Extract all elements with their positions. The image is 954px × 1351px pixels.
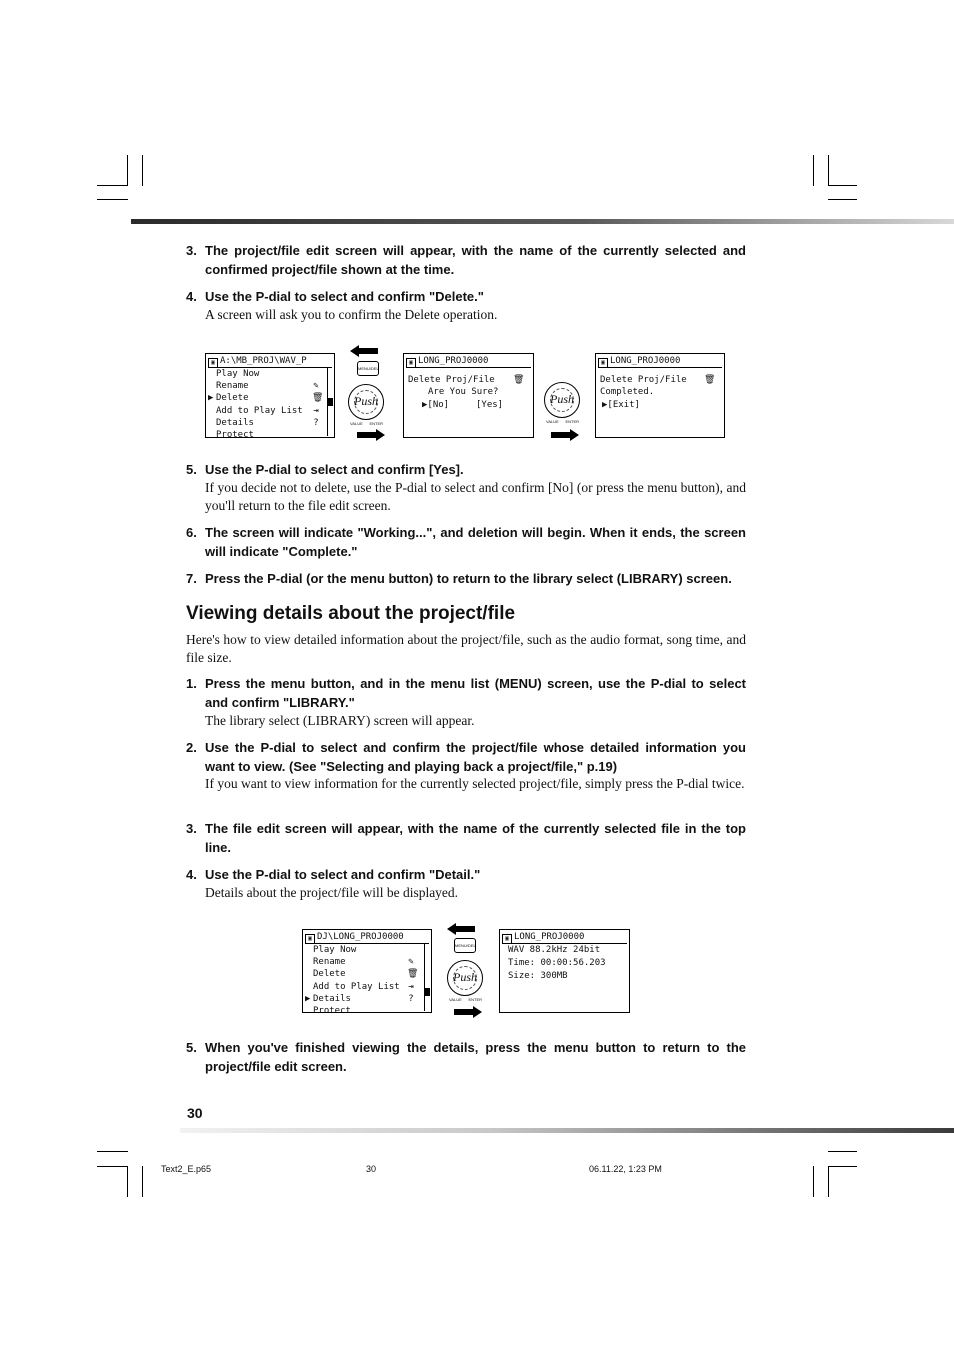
playlist-icon: ⇥: [313, 406, 319, 416]
page-number: 30: [187, 1105, 203, 1121]
folder-icon: ▣: [406, 358, 416, 368]
scroll-thumb: [425, 988, 430, 996]
lcd-menu-item: Add to Play List: [313, 982, 400, 992]
p-dial-icon: Push: [447, 960, 483, 996]
lcd-details-screen: [499, 929, 630, 1013]
option-exit: ▶[Exit]: [602, 400, 640, 410]
lcd-scrollbar: [327, 368, 333, 436]
option-yes: [Yes]: [476, 400, 504, 410]
trash-icon: 🗑: [513, 375, 525, 385]
rename-icon: ✎: [313, 381, 319, 391]
trash-icon: 🗑: [704, 375, 716, 385]
step-5-note: If you decide not to delete, use the P-dial to select and confirm [No] (or press the menu button), and you'll return to the file edit screen.: [205, 480, 746, 513]
trash-icon: 🗑: [312, 393, 324, 403]
p-dial-icon: Push: [348, 384, 384, 420]
scroll-thumb: [328, 398, 333, 406]
lcd-file-edit-screen: [302, 929, 432, 1013]
crop-mark: [97, 1151, 128, 1152]
lcd-menu-item: Delete: [216, 393, 249, 403]
lcd-line: Delete Proj/File: [408, 375, 495, 385]
footer-rule: [180, 1128, 954, 1133]
footer-date: 06.11.22, 1:23 PM: [589, 1164, 662, 1174]
lcd-format-line: WAV 88.2kHz 24bit: [508, 945, 601, 955]
section-heading: Viewing details about the project/file: [186, 603, 516, 624]
crop-mark: [97, 199, 128, 200]
crop-mark: [828, 1151, 857, 1152]
crop-mark: [828, 155, 829, 186]
dial-labels: VALUE ENTER: [546, 419, 580, 424]
folder-icon: ▣: [598, 358, 608, 368]
right-arrow-icon: [357, 429, 385, 441]
crop-mark: [142, 1166, 143, 1197]
lcd-cursor-icon: ▶: [208, 393, 214, 403]
crop-mark: [127, 1166, 128, 1197]
section-intro: Here's how to view detailed information about the project/file, such as the audio format, song time, and file size.: [186, 632, 746, 665]
lcd-menu-item: Protect: [313, 1006, 351, 1013]
right-arrow-icon: [551, 429, 579, 441]
lcd-menu-item: Rename: [313, 957, 346, 967]
crop-mark: [828, 1166, 829, 1197]
crop-mark: [97, 1166, 128, 1167]
step-5-select-yes: 5. Use the P-dial to select and confirm [Yes].: [186, 462, 464, 477]
step-4b-note: Details about the project/file will be displayed.: [205, 885, 459, 900]
crop-mark: [142, 155, 143, 186]
lcd-menu-item: Delete: [313, 969, 346, 979]
lcd-edit-screen: [205, 353, 335, 438]
lcd-size-line: Size: 300MB: [508, 971, 568, 981]
step-1-library: 1. Press the menu button, and in the menu list (MENU) screen, use the P-dial to select and confirm "LIBRARY.": [186, 676, 746, 710]
folder-icon: ▣: [305, 934, 315, 944]
lcd-confirm-screen: [403, 353, 534, 438]
step-2-select-file: 2. Use the P-dial to select and confirm the project/file whose detailed information you want to view. (See "Selecting and playing back a project/file," p.19): [186, 740, 746, 774]
menu-button-icon: MENU/DEL: [357, 361, 379, 376]
lcd-menu-item: Protect: [216, 430, 254, 438]
step-2-note: If you want to view information for the currently selected project/file, simply press the P-dial twice.: [205, 776, 745, 791]
lcd-menu-item: Rename: [216, 381, 249, 391]
left-arrow-icon: [350, 345, 378, 357]
p-dial-icon: Push: [544, 382, 580, 418]
step-5-finish: 5. When you've finished viewing the details, press the menu button to return to the project/file edit screen.: [186, 1040, 746, 1074]
left-arrow-icon: [447, 923, 475, 935]
header-rule: [131, 219, 954, 224]
lcd-time-line: Time: 00:00:56.203: [508, 958, 606, 968]
trash-icon: 🗑: [407, 969, 419, 979]
step-7-return: 7. Press the P-dial (or the menu button) to return to the library select (LIBRARY) screen.: [186, 571, 732, 586]
footer-filename: Text2_E.p65: [161, 1164, 212, 1174]
step-6-working: 6. The screen will indicate "Working...", and deletion will begin. When it ends, the screen will indicate "Complete.": [186, 525, 746, 559]
lcd-menu-item: Play Now: [216, 369, 260, 379]
folder-icon: ▣: [208, 358, 218, 368]
step-1-note: The library select (LIBRARY) screen will appear.: [205, 713, 475, 728]
dial-labels: VALUE ENTER: [350, 421, 384, 426]
step-3-file-edit: 3. The file edit screen will appear, with the name of the currently selected file in the top line.: [186, 821, 746, 855]
lcd-title-bar: ▣ LONG_PROJ0000: [502, 931, 627, 944]
lcd-menu-item: Details: [216, 418, 254, 428]
details-icon: ?: [408, 994, 414, 1004]
crop-mark: [828, 199, 857, 200]
crop-mark: [127, 155, 128, 186]
lcd-completed-screen: [595, 353, 725, 438]
crop-mark: [828, 1166, 857, 1167]
menu-button-icon: MENU/DEL: [454, 938, 476, 953]
crop-mark: [813, 155, 814, 186]
dial-labels: VALUE ENTER: [449, 997, 483, 1002]
right-arrow-icon: [454, 1006, 482, 1018]
step-4-select-detail: 4. Use the P-dial to select and confirm "Detail.": [186, 867, 481, 882]
lcd-title-bar: ▣ LONG_PROJ0000: [406, 355, 531, 368]
details-icon: ?: [313, 418, 319, 428]
lcd-line: Completed.: [600, 387, 655, 397]
step-3-edit-screen: 3. The project/file edit screen will appear, with the name of the currently selected and confirmed project/file shown at the time.: [186, 243, 746, 277]
lcd-title-bar: ▣ LONG_PROJ0000: [598, 355, 722, 368]
lcd-scrollbar: [424, 944, 430, 1011]
playlist-icon: ⇥: [408, 982, 414, 992]
step-4-note: A screen will ask you to confirm the Delete operation.: [205, 307, 498, 322]
crop-mark: [97, 185, 128, 186]
option-no: ▶[No]: [422, 400, 450, 410]
footer-page: 30: [366, 1164, 377, 1174]
step-4-select-delete: 4. Use the P-dial to select and confirm "Delete.": [186, 289, 484, 304]
lcd-title-bar: ▣ DJ\LONG_PROJ0000: [305, 931, 429, 944]
lcd-line: Delete Proj/File: [600, 375, 687, 385]
crop-mark: [828, 185, 857, 186]
lcd-line: Are You Sure?: [428, 387, 499, 397]
lcd-menu-item: Add to Play List: [216, 406, 303, 416]
crop-mark: [813, 1166, 814, 1197]
lcd-menu-item: Play Now: [313, 945, 357, 955]
lcd-cursor-icon: ▶: [305, 994, 311, 1004]
folder-icon: ▣: [502, 934, 512, 944]
lcd-menu-item: Details: [313, 994, 351, 1004]
rename-icon: ✎: [408, 957, 414, 967]
lcd-title-bar: ▣ A:\MB_PROJ\WAV_P: [208, 355, 332, 368]
